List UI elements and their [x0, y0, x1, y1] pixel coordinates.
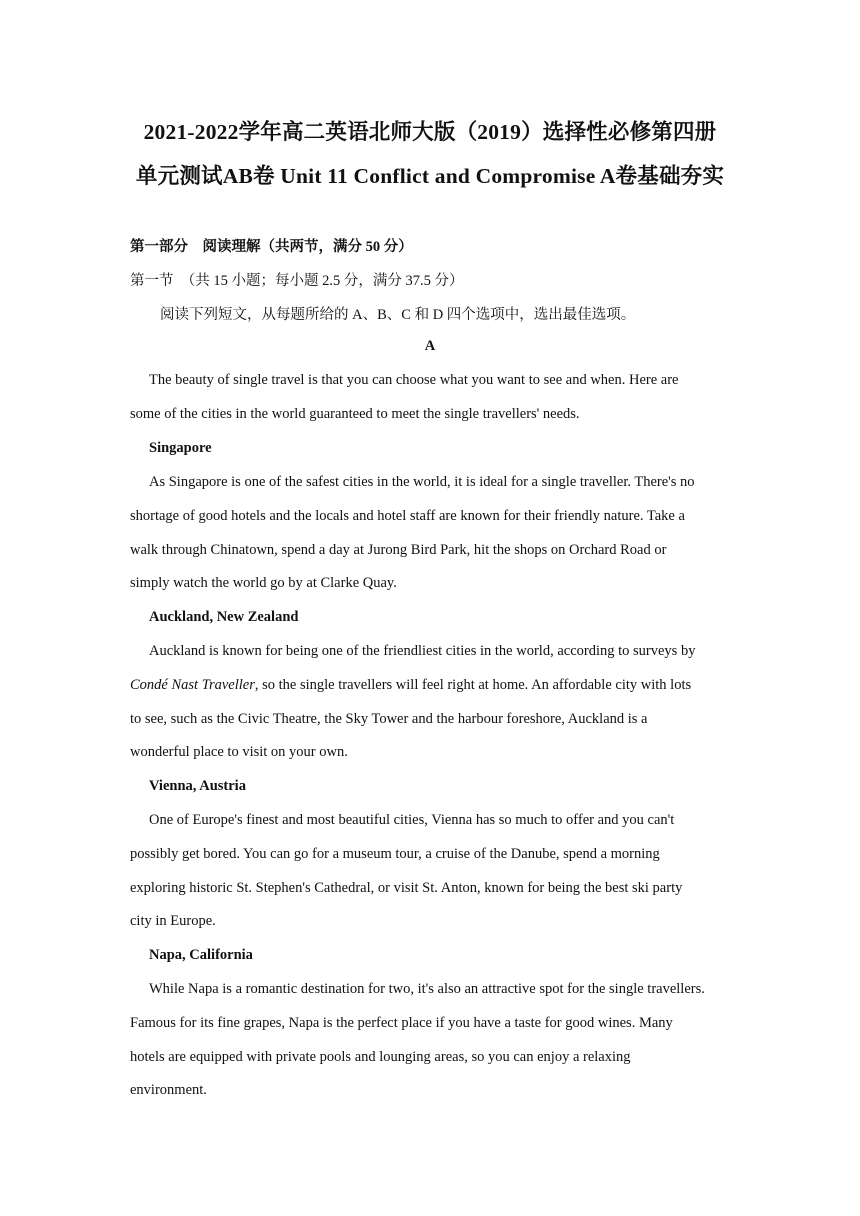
- paragraph-line: One of Europe's finest and most beautiful cities, Vienna has so much to offer and you can't: [149, 812, 675, 828]
- intro-line: The beauty of single travel is that you can choose what you want to see and when. Here are: [149, 372, 679, 388]
- paragraph-line: While Napa is a romantic destination for two, it's also an attractive spot for the single travellers.: [149, 981, 705, 997]
- paragraph-line: exploring historic St. Stephen's Cathedral, or visit St. Anton, known for being the best ski party: [130, 880, 683, 896]
- paragraph-line: wonderful place to visit on your own.: [130, 744, 348, 760]
- document-title-line-2: 单元测试AB卷 Unit 11 Conflict and Compromise A卷基础夯实: [135, 164, 725, 188]
- city-heading-vienna: Vienna, Austria: [149, 778, 246, 794]
- paragraph-line: walk through Chinatown, spend a day at Jurong Bird Park, hit the shops on Orchard Road or: [130, 542, 667, 558]
- magazine-title: Condé Nast Traveller: [130, 677, 255, 693]
- city-heading-singapore: Singapore: [149, 440, 212, 456]
- intro-line: some of the cities in the world guaranteed to meet the single travellers' needs.: [130, 406, 580, 422]
- city-heading-auckland: Auckland, New Zealand: [149, 609, 299, 625]
- part-heading: 第一部分 阅读理解（共两节，满分 50 分）: [130, 239, 413, 255]
- paragraph-line: hotels are equipped with private pools and lounging areas, so you can enjoy a relaxing: [130, 1049, 631, 1065]
- paragraph-line: Auckland is known for being one of the friendliest cities in the world, according to surveys by: [149, 643, 696, 659]
- paragraph-line: [130, 677, 691, 694]
- paragraph-line: city in Europe.: [130, 913, 216, 929]
- paragraph-line: to see, such as the Civic Theatre, the Sky Tower and the harbour foreshore, Auckland is a: [130, 711, 648, 727]
- paragraph-line: environment.: [130, 1082, 207, 1098]
- paragraph-text: , so the single travellers will feel right at home. An affordable city with lots: [254, 677, 692, 693]
- paragraph-line: shortage of good hotels and the locals and hotel staff are known for their friendly nature. Take a: [130, 508, 685, 524]
- paragraph-line: simply watch the world go by at Clarke Quay.: [130, 575, 397, 591]
- city-heading-napa: Napa, California: [149, 947, 253, 963]
- paragraph-line: As Singapore is one of the safest cities in the world, it is ideal for a single traveller. There's no: [149, 474, 695, 490]
- passage-label: A: [424, 338, 436, 354]
- instruction-text: 阅读下列短文，从每题所给的 A、B、C 和 D 四个选项中，选出最佳选项。: [160, 307, 636, 323]
- document-title-line-1: 2021-2022学年高二英语北师大版（2019）选择性必修第四册: [143, 120, 717, 144]
- paragraph-line: Famous for its fine grapes, Napa is the perfect place if you have a taste for good wines. Many: [130, 1015, 673, 1031]
- section-heading: 第一节 （共 15 小题；每小题 2.5 分，满分 37.5 分）: [130, 273, 464, 289]
- paragraph-line: possibly get bored. You can go for a museum tour, a cruise of the Danube, spend a morning: [130, 846, 660, 862]
